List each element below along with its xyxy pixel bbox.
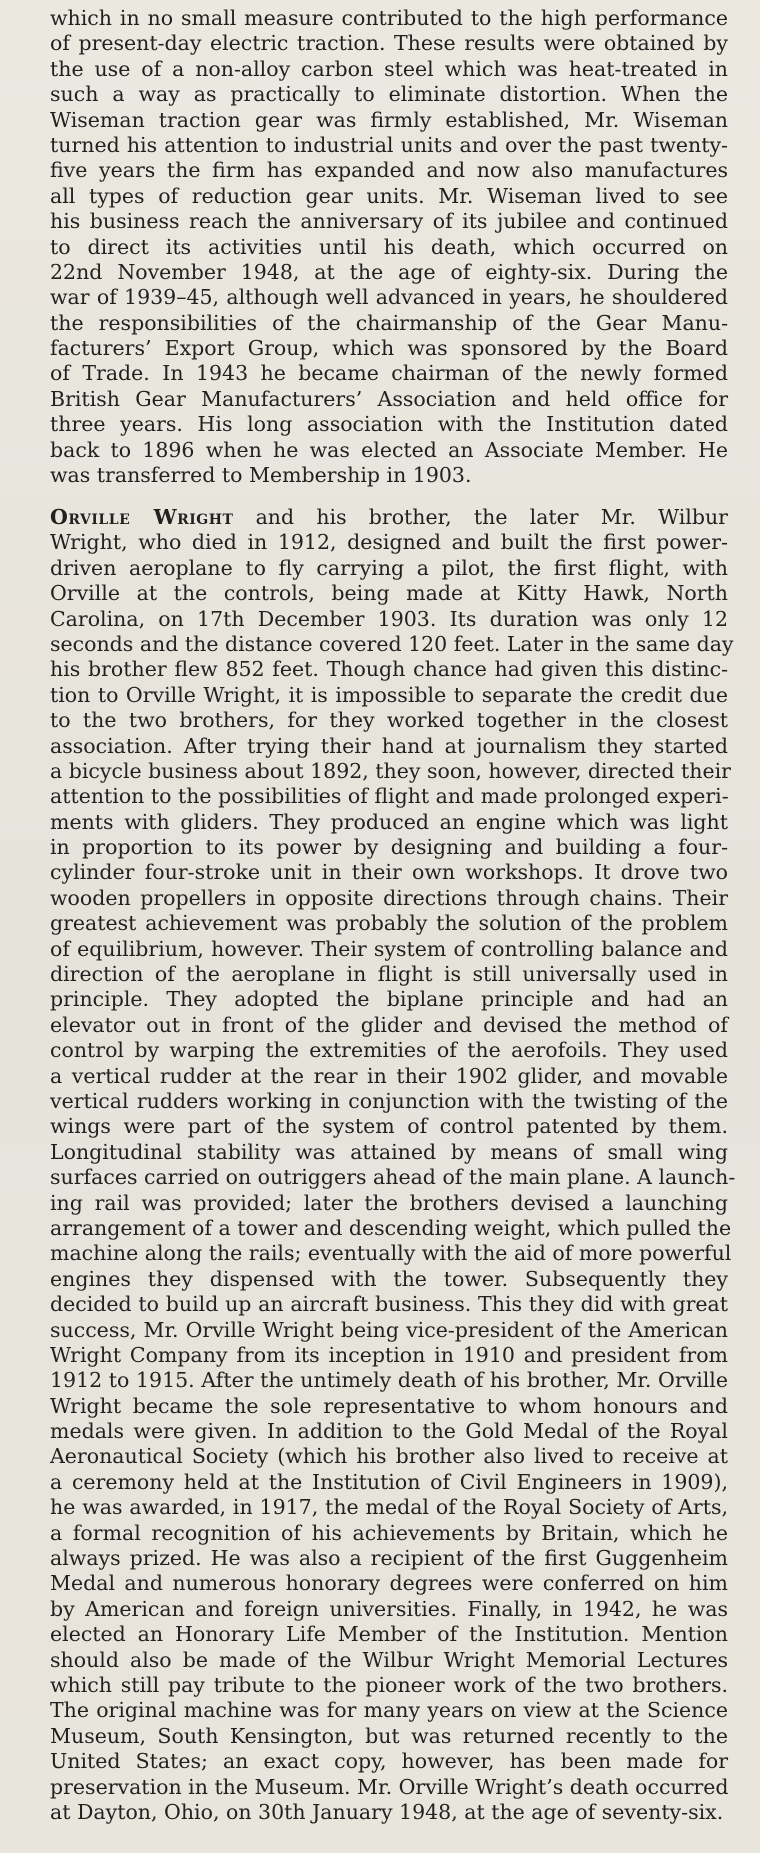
text-line: wooden propellers in opposite directions through chains. Their xyxy=(50,885,728,910)
text-line: Museum, South Kensington, but was returned recently to the xyxy=(50,1723,728,1748)
text-line: United States; an exact copy, however, has been made for xyxy=(50,1749,728,1774)
text-line: Wright Company from its inception in 1910 and president from xyxy=(50,1342,728,1367)
text-line: to the two brothers, for they worked together in the closest xyxy=(50,708,728,733)
text-line: elected an Honorary Life Member of the Institution. Mention xyxy=(50,1622,728,1647)
text-line: Orville at the controls, being made at Kitty Hawk, North xyxy=(50,581,728,606)
text-line: the responsibilities of the chairmanship of the Gear Manu- xyxy=(50,310,728,335)
text-line: his business reach the anniversary of its jubilee and continued xyxy=(50,209,728,234)
text-line: of Trade. In 1943 he became chairman of the newly formed xyxy=(50,361,728,386)
text-line: back to 1896 when he was elected an Associate Member. He xyxy=(50,437,728,462)
text-line: in proportion to its power by designing and building a four- xyxy=(50,835,728,860)
text-line: direction of the aeroplane in flight is still universally used in xyxy=(50,962,728,987)
text-line: machine along the rails; eventually with the aid of more powerful xyxy=(50,1241,732,1266)
text-line: principle. They adopted the biplane principle and had an xyxy=(50,987,728,1012)
text-line: a ceremony held at the Institution of Civil Engineers in 1909), xyxy=(50,1469,728,1494)
text-line: engines they dispensed with the tower. Subsequently they xyxy=(50,1266,728,1291)
text-line: Aeronautical Society (which his brother also lived to receive at xyxy=(50,1444,728,1469)
lead-name: Orville Wright xyxy=(50,505,234,529)
text-line: a vertical rudder at the rear in their 1902 glider, and movable xyxy=(50,1063,728,1088)
text-line: of equilibrium, however. Their system of controlling balance and xyxy=(50,936,728,961)
text-line: driven aeroplane to fly carrying a pilot, the first flight, with xyxy=(50,555,728,580)
text-line: surfaces carried on outriggers ahead of the main plane. A launch- xyxy=(50,1165,736,1190)
text-line: war of 1939–45, although well advanced in years, he shouldered xyxy=(50,285,728,310)
text-line: vertical rudders working in conjunction with the twisting of the xyxy=(50,1088,728,1113)
text-line: Carolina, on 17th December 1903. Its duration was only 12 xyxy=(50,606,728,631)
text-line: The original machine was for many years on view at the Science xyxy=(50,1698,728,1723)
text-line: he was awarded, in 1917, the medal of the Royal Society of Arts, xyxy=(50,1495,728,1520)
text-line: elevator out in front of the glider and devised the method of xyxy=(50,1012,728,1037)
text-line: preservation in the Museum. Mr. Orville Wright’s death occurred xyxy=(50,1774,729,1799)
text-line: which still pay tribute to the pioneer work of the two brothers. xyxy=(50,1672,728,1697)
text-line: a formal recognition of his achievements by Britain, which he xyxy=(50,1520,728,1545)
text-line: British Gear Manufacturers’ Association and held office for xyxy=(50,386,728,411)
text-line: should also be made of the Wilbur Wright Memorial Lectures xyxy=(50,1647,728,1672)
paragraph-first-line xyxy=(50,505,728,530)
text-line: turned his attention to industrial units and over the past twenty- xyxy=(50,132,728,157)
text-line: cylinder four-stroke unit in their own workshops. It drove two xyxy=(50,860,728,885)
text-line: five years the firm has expanded and now also manufactures xyxy=(50,158,728,183)
text-line: always prized. He was also a recipient of the first Guggenheim xyxy=(50,1546,728,1571)
text-line: facturers’ Export Group, which was sponsored by the Board xyxy=(50,336,728,361)
text-line: Medal and numerous honorary degrees were conferred on him xyxy=(50,1571,728,1596)
paragraph-wiseman-obituary xyxy=(50,6,728,488)
text-line: greatest achievement was probably the solution of the problem xyxy=(50,911,728,936)
first-line-text: and his brother, the later Mr. Wilbur xyxy=(233,505,728,529)
text-line: seconds and the distance covered 120 feet. Later in the same day xyxy=(50,631,734,656)
text-line: association. After trying their hand at journalism they started xyxy=(50,733,728,758)
text-line: 1912 to 1915. After the untimely death of his brother, Mr. Orville xyxy=(50,1368,728,1393)
text-line: Wright became the sole representative to whom honours and xyxy=(50,1393,728,1418)
paragraph-orville-wright-obituary xyxy=(50,505,736,1825)
text-line: to direct its activities until his death, which occurred on xyxy=(50,234,728,259)
text-line: which in no small measure contributed to the high performance xyxy=(50,6,728,30)
text-line: ments with gliders. They produced an engine which was light xyxy=(50,809,728,834)
text-line: was transferred to Membership in 1903. xyxy=(50,463,472,488)
text-line: three years. His long association with the Institution dated xyxy=(50,412,728,437)
text-line: of present-day electric traction. These results were obtained by xyxy=(50,31,728,56)
text-line: Longitudinal stability was attained by means of small wing xyxy=(50,1139,728,1164)
text-line: Wright, who died in 1912, designed and built the first power- xyxy=(50,530,728,555)
text-line: Wiseman traction gear was firmly established, Mr. Wiseman xyxy=(50,107,728,132)
text-line: the use of a non-alloy carbon steel which was heat-treated in xyxy=(50,56,728,81)
text-line: attention to the possibilities of flight and made prolonged experi- xyxy=(50,784,729,809)
text-line: all types of reduction gear units. Mr. Wiseman lived to see xyxy=(50,183,728,208)
text-line: ing rail was provided; later the brothers devised a launching xyxy=(50,1190,728,1215)
text-line: success, Mr. Orville Wright being vice-president of the American xyxy=(50,1317,728,1342)
text-line: wings were part of the system of control patented by them. xyxy=(50,1114,728,1139)
text-line: by American and foreign universities. Finally, in 1942, he was xyxy=(50,1596,728,1621)
text-line: 22nd November 1948, at the age of eighty-six. During the xyxy=(50,259,728,284)
text-line: at Dayton, Ohio, on 30th January 1948, at the age of seventy-six. xyxy=(50,1799,724,1824)
text-line: such a way as practically to eliminate distortion. When the xyxy=(50,82,728,107)
text-line: a bicycle business about 1892, they soon, however, directed their xyxy=(50,758,731,783)
text-line: arrangement of a tower and descending weight, which pulled the xyxy=(50,1215,732,1240)
text-line: tion to Orville Wright, it is impossible to separate the credit due xyxy=(50,682,728,707)
text-line: control by warping the extremities of the aerofoils. They used xyxy=(50,1038,728,1063)
text-line: decided to build up an aircraft business. This they did with great xyxy=(50,1292,728,1317)
text-line: medals were given. In addition to the Gold Medal of the Royal xyxy=(50,1419,728,1444)
text-line: his brother flew 852 feet. Though chance had given this distinc- xyxy=(50,657,728,682)
